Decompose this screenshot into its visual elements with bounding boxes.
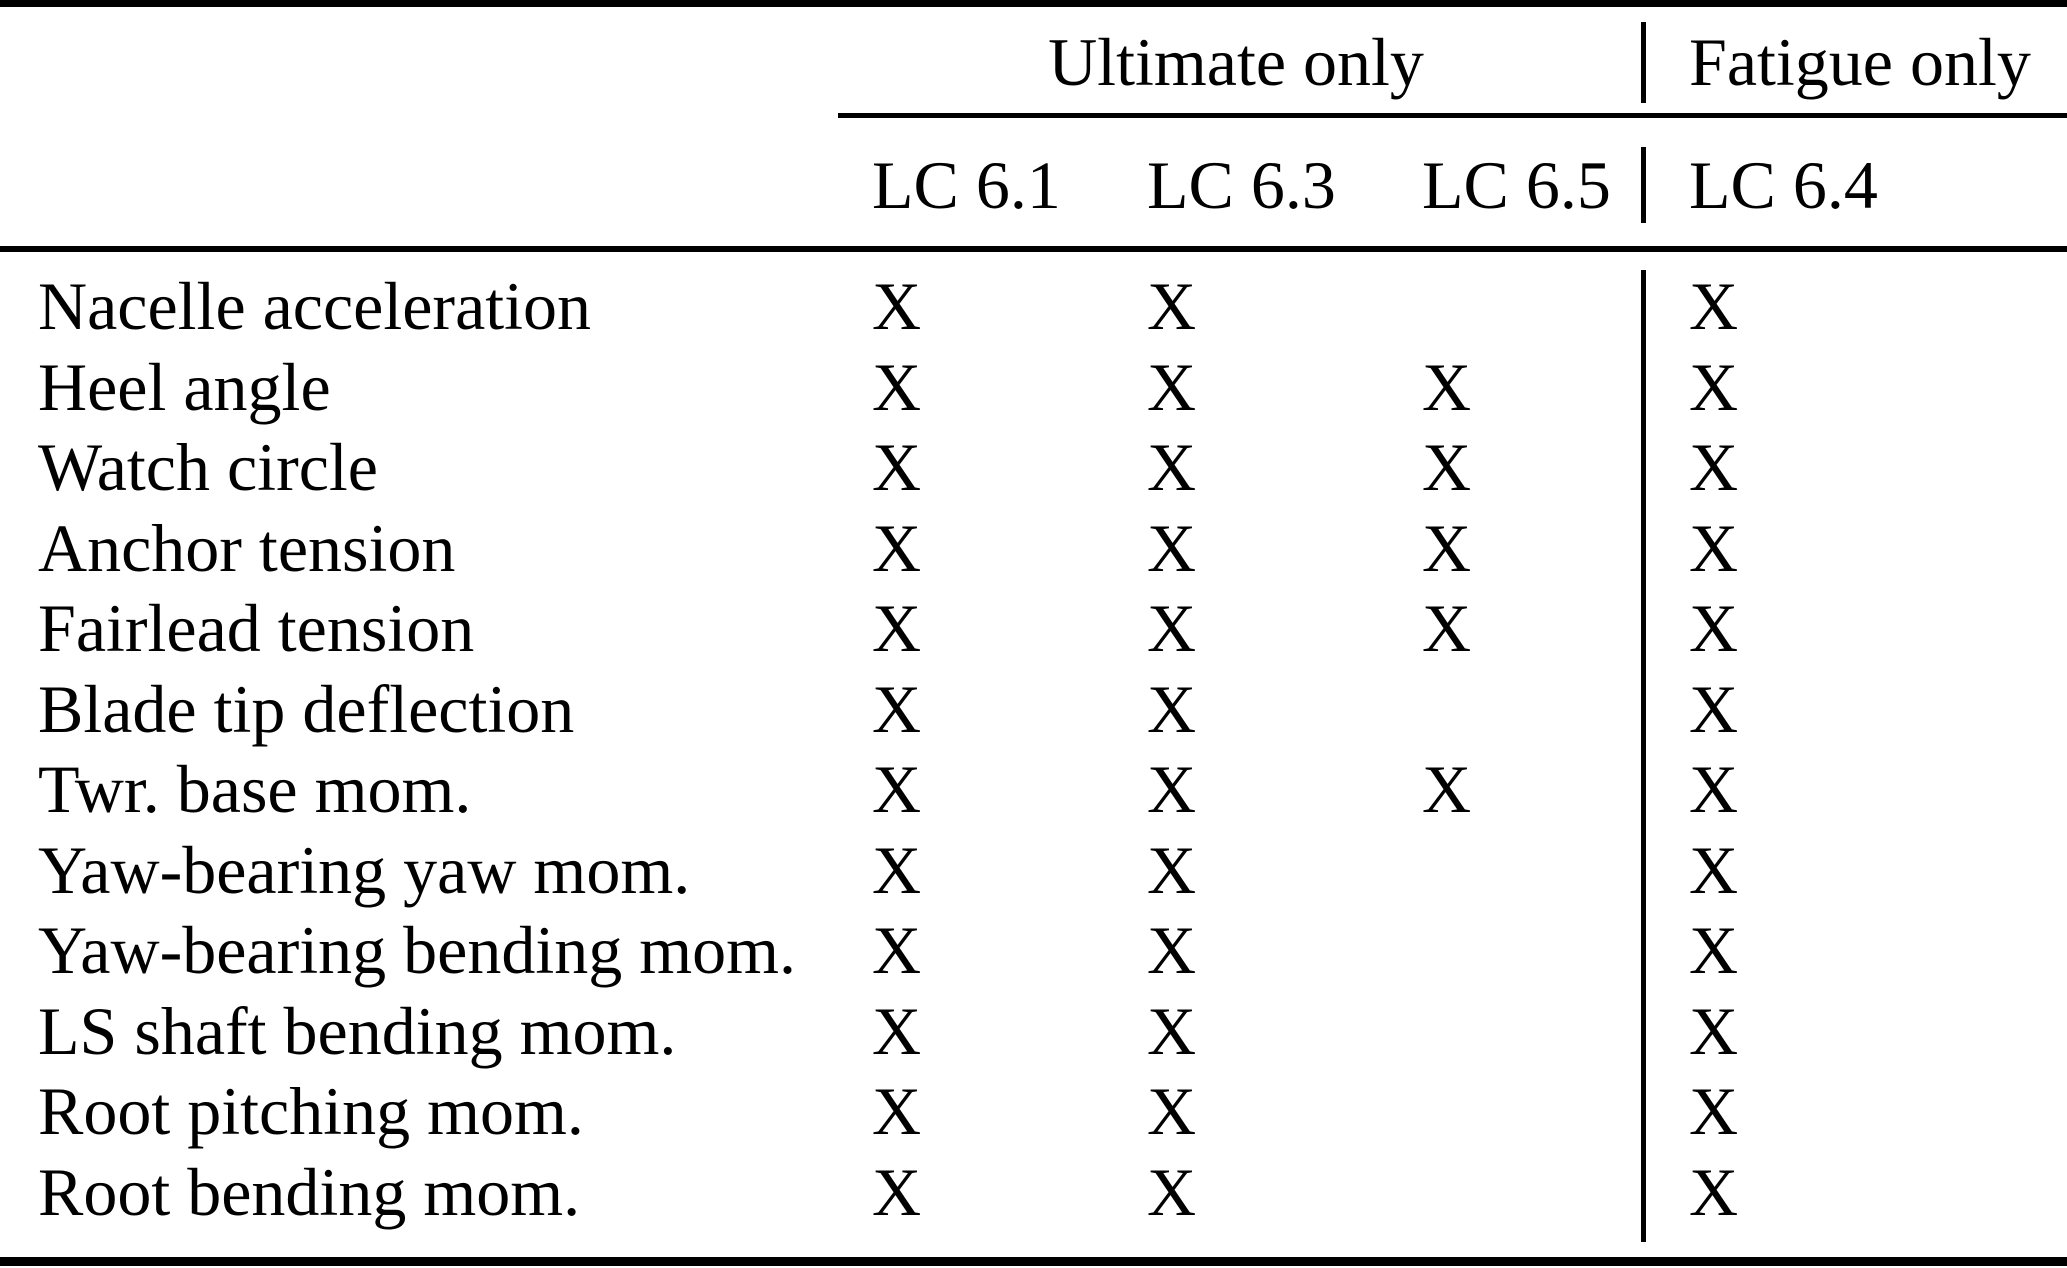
mark-cell: X (1422, 429, 1472, 505)
table-row (0, 991, 2067, 1072)
mark-cell: X (1422, 348, 1472, 425)
group-separator-line-subheader (1641, 147, 1646, 223)
row-label: Watch circle (38, 429, 378, 505)
table-row (0, 669, 2067, 750)
column-header-lc-6-3: LC 6.3 (1147, 147, 1336, 223)
mark-cell: X (1147, 992, 1197, 1069)
column-header-lc-6-1: LC 6.1 (872, 147, 1061, 223)
table-row (0, 347, 2067, 428)
mark-cell: X (872, 268, 922, 344)
mark-cell: X (872, 509, 922, 586)
table-row (0, 1071, 2067, 1152)
mark-cell: X (1147, 751, 1197, 827)
column-header-lc-6-4: LC 6.4 (1689, 147, 1878, 223)
row-label: Twr. base mom. (38, 751, 472, 827)
top-rule (0, 0, 2067, 7)
mark-cell: X (1147, 268, 1197, 344)
mark-cell: X (1147, 590, 1197, 666)
mark-cell: X (872, 751, 922, 827)
row-label: Heel angle (38, 348, 331, 425)
mark-cell: X (872, 670, 922, 747)
mark-cell: X (1422, 509, 1472, 586)
mark-cell: X (1689, 268, 1739, 344)
table-row (0, 427, 2067, 508)
row-label: Root bending mom. (38, 1153, 581, 1230)
mark-cell: X (872, 1073, 922, 1149)
row-label: Fairlead tension (38, 590, 475, 666)
mark-cell: X (1147, 831, 1197, 908)
mark-cell: X (1689, 429, 1739, 505)
row-label: Yaw-bearing bending mom. (38, 912, 796, 988)
column-header-lc-6-5: LC 6.5 (1422, 147, 1611, 223)
row-label: LS shaft bending mom. (38, 992, 677, 1069)
mark-cell: X (872, 348, 922, 425)
mark-cell: X (1689, 670, 1739, 747)
mark-cell: X (872, 912, 922, 988)
column-group-ultimate: Ultimate only (1048, 24, 1424, 100)
table-row (0, 588, 2067, 669)
mark-cell: X (1147, 509, 1197, 586)
table-body (0, 266, 2067, 1232)
row-label: Root pitching mom. (38, 1073, 584, 1149)
mark-cell: X (1689, 590, 1739, 666)
mark-cell: X (872, 1153, 922, 1230)
mark-cell: X (872, 429, 922, 505)
mark-cell: X (1689, 992, 1739, 1069)
group-separator-line-header (1641, 22, 1646, 103)
mark-cell: X (1147, 429, 1197, 505)
mark-cell: X (1147, 348, 1197, 425)
mark-cell: X (872, 831, 922, 908)
table-row (0, 508, 2067, 589)
mark-cell: X (1689, 912, 1739, 988)
mark-cell: X (1689, 509, 1739, 586)
header-bottom-rule (0, 246, 2067, 252)
table-row (0, 910, 2067, 991)
table-row (0, 749, 2067, 830)
mark-cell: X (1147, 1073, 1197, 1149)
mark-cell: X (872, 590, 922, 666)
table-row (0, 830, 2067, 911)
mark-cell: X (1689, 831, 1739, 908)
mark-cell: X (1422, 590, 1472, 666)
table-row (0, 1152, 2067, 1233)
mark-cell: X (1147, 1153, 1197, 1230)
mark-cell: X (1689, 1073, 1739, 1149)
table-row (0, 266, 2067, 347)
mark-cell: X (1689, 751, 1739, 827)
bottom-rule (0, 1257, 2067, 1266)
mark-cell: X (1689, 348, 1739, 425)
mark-cell: X (1689, 1153, 1739, 1230)
mark-cell: X (1147, 912, 1197, 988)
row-label: Blade tip deflection (38, 670, 575, 747)
column-group-rule (838, 113, 2067, 118)
row-label: Nacelle acceleration (38, 268, 592, 344)
mark-cell: X (872, 992, 922, 1069)
mark-cell: X (1147, 670, 1197, 747)
row-label: Anchor tension (38, 509, 456, 586)
column-group-fatigue: Fatigue only (1689, 24, 2031, 100)
row-label: Yaw-bearing yaw mom. (38, 831, 691, 908)
mark-cell: X (1422, 751, 1472, 827)
